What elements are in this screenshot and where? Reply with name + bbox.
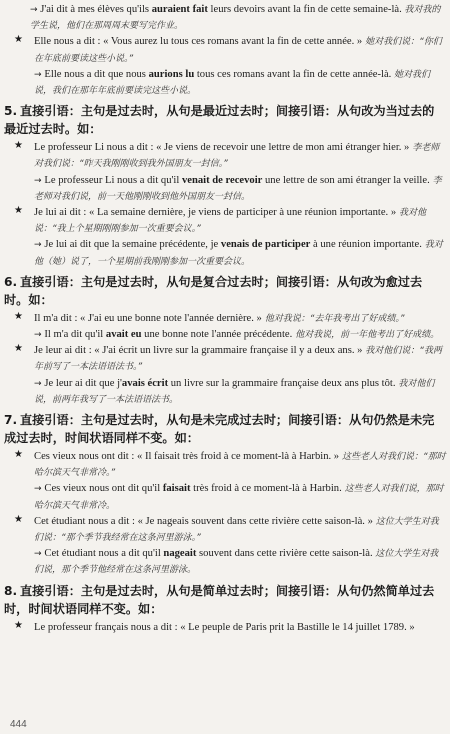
example-item: ★ Il m'a dit : « J'ai eu une bonne note l'année dernière. » 他对我说：“去年我考出了好成绩。” → Il m'a dit qu'il avait eu une bonne note l'année précédente. 他对我说，前一年他考出了好成绩。 xyxy=(14,310,440,341)
section-heading: 8. 直接引语：主句是过去时，从句是简单过去时；间接引语：从句仍然简单过去时，时间状语同样不变。如： xyxy=(4,583,435,616)
star-icon: ★ xyxy=(14,310,23,322)
example-item: ★ Je leur ai dit : « J'ai écrit un livre sur la grammaire française il y a deux ans. » 我对他们说：“我两年前写了一本法语语法书。” → Je leur ai dit que j'avais écrit un livre sur la grammaire française deux ans plus tôt. 我对他们说，前两年我写了一本法语语法书。 xyxy=(14,343,442,405)
star-icon: ★ xyxy=(14,619,23,631)
page-content xyxy=(4,2,446,636)
page-number: 444 xyxy=(10,719,27,730)
star-icon: ★ xyxy=(14,205,23,217)
star-icon: ★ xyxy=(14,34,23,46)
example-item: ★ Elle nous a dit : « Vous aurez lu tous ces romans avant la fin de cette année. » 她对我们说：“你们在年底前要读这些小说。” → Elle nous a dit que nous aurions lu tous ces romans avant la fin de cette année-là. 她对我们说，我们在那年年底前要读完这些小说。 xyxy=(14,34,442,97)
arrow-icon: → xyxy=(34,484,45,495)
section-heading: 6. 直接引语：主句是过去时，从句是复合过去时；间接引语：从句改为愈过去时。如： xyxy=(4,274,423,307)
arrow-icon: → xyxy=(30,5,38,15)
arrow-icon: → xyxy=(34,69,45,80)
star-icon: ★ xyxy=(14,343,23,355)
example-item: ★ Je lui ai dit : « La semaine dernière, je viens de participer à une réunion importante. » 我对他说：“我上个星期刚刚参加一次重要会议。” → Je lui ai dit que la semaine précédente, je venais de participer à une réunion importante. 我对他（她）说了，一个星期前我刚刚参加一次重要会议。 xyxy=(14,205,443,267)
section-heading: 5. 直接引语：主句是过去时，从句是最近过去时；间接引语：从句改为当过去的最近过去时。如： xyxy=(4,104,435,137)
arrow-icon: → xyxy=(34,175,45,186)
star-icon: ★ xyxy=(14,513,23,525)
example-reported: → J'ai dit à mes élèves qu'ils auraient fait leurs devoirs avant la fin de cette semaine-là. 我对我的学生说，他们在那周周末要写完作业。 xyxy=(30,4,441,32)
arrow-icon: → xyxy=(34,378,45,389)
section-heading: 7. 直接引语：主句是过去时，从句是未完成过去时；间接引语：从句仍然是未完成过去时，时间状语同样不变。如： xyxy=(4,413,435,446)
arrow-icon: → xyxy=(34,330,45,341)
example-item: ★ Cet étudiant nous a dit : « Je nageais souvent dans cette rivière cette saison-là. » 这位大学生对我们说：“那个季节我经常在这条河里游泳。” → Cet étudiant nous a dit qu'il nageait souvent dans cette rivière cette saison-là. 这位大学生对我们说，那个季节他经常在这条河里游泳。 xyxy=(14,513,439,576)
star-icon: ★ xyxy=(14,449,23,461)
example-item: ★ Ces vieux nous ont dit : « Il faisait très froid à ce moment-là à Harbin. » 这些老人对我们说：“那时哈尔滨天气非常冷。” → Ces vieux nous ont dit qu'il faisait très froid à ce moment-là à Harbin. 这些老人对我们说，那时哈尔滨天气非常冷。 xyxy=(14,449,446,511)
arrow-icon: → xyxy=(34,240,45,251)
arrow-icon: → xyxy=(34,549,45,560)
star-icon: ★ xyxy=(14,140,23,152)
example-item: ★ Le professeur français nous a dit : « Le peuple de Paris prit la Bastille le 14 juillet 1789. » xyxy=(14,619,415,633)
example-item: ★ Le professeur Li nous a dit : « Je viens de recevoir une lettre de mon ami étranger hier. » 李老师对我们说：“昨天我刚刚收到我外国朋友一封信。” → Le professeur Li nous a dit qu'il venait de recevoir une lettre de son ami étranger la veille. 李老师对我们说，前一天他刚刚收到他外国朋友一封信。 xyxy=(14,140,442,202)
